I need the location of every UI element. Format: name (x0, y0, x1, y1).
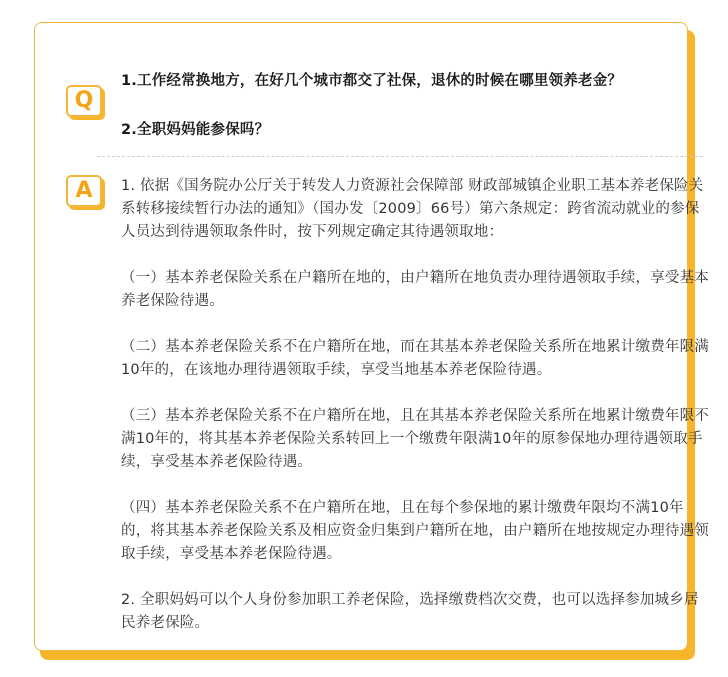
question-badge: Q (66, 85, 102, 117)
question-2: 2.全职妈妈能参保吗？ (121, 122, 270, 138)
answer-paragraph-3: （二）基本养老保险关系不在户籍所在地，而在其基本养老保险关系所在地累计缴费年限满10年的，在该地办理待遇领取手续，享受当地基本养老保险待遇。 (121, 339, 709, 378)
answer-paragraph-6: 2. 全职妈妈可以个人身份参加职工养老保险，选择缴费档次交费，也可以选择参加城乡居民养老保险。 (121, 592, 699, 631)
answer-badge: A (66, 175, 102, 207)
answer-paragraph-2: （一）基本养老保险关系在户籍所在地的，由户籍所在地负责办理待遇领取手续，享受基本养老保险待遇。 (121, 270, 709, 309)
qa-card (34, 22, 709, 651)
answer-paragraph-1: 1. 依据《国务院办公厅关于转发人力资源社会保障部 财政部城镇企业职工基本养老保险关系转移接续暂行办法的通知》（国办发〔2009〕66号）第六条规定：跨省流动就业的参保人员达到待遇领取条件时，按下列规定确定其待遇领取地： (121, 178, 704, 240)
answer-paragraph-5: （四）基本养老保险关系不在户籍所在地，且在每个参保地的累计缴费年限均不满10年的，将其基本养老保险关系及相应资金归集到户籍所在地，由户籍所在地按规定办理待遇领取手续，享受基本养老保险待遇。 (121, 500, 709, 562)
divider (97, 156, 703, 157)
answer-paragraph-4: （三）基本养老保险关系不在户籍所在地，且在其基本养老保险关系所在地累计缴费年限不满10年的，将其基本养老保险关系转回上一个缴费年限满10年的原参保地办理待遇领取手续，享受基本养老保险待遇。 (121, 408, 709, 470)
question-1: 1.工作经常换地方，在好几个城市都交了社保，退休的时候在哪里领养老金？ (121, 73, 623, 89)
answer-body (121, 175, 711, 635)
